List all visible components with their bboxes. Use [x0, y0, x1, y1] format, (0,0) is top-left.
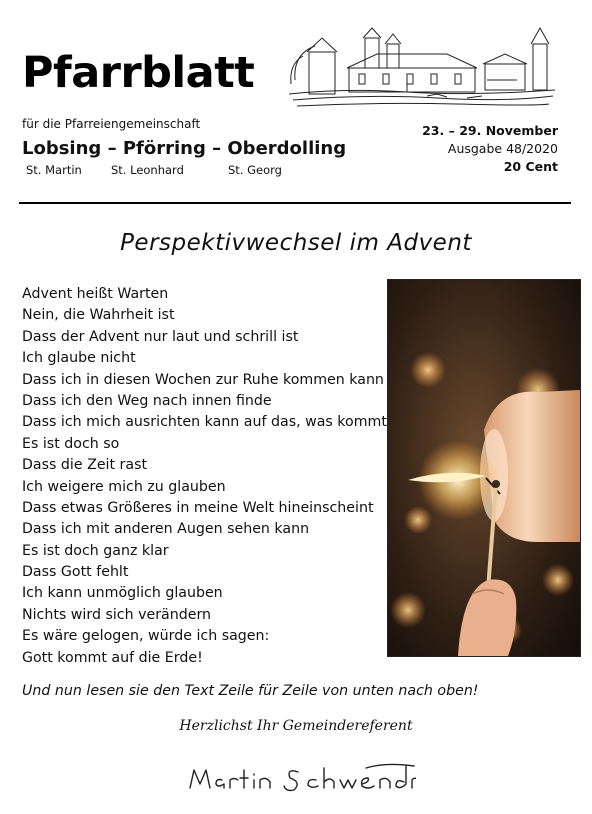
poem-line: Ich weigere mich zu glauben: [22, 478, 226, 495]
masthead-subtitle: für die Pfarreiengemeinschaft: [22, 117, 201, 131]
issue-info: [422, 122, 558, 176]
poem-line: Dass die Zeit rast: [22, 457, 148, 474]
poem-line: Dass ich den Weg nach innen finde: [22, 392, 272, 409]
masthead-title: Pfarrblatt: [22, 48, 255, 98]
poem-line: Gott kommt auf die Erde!: [22, 649, 203, 666]
saint-st-georg: St. Georg: [228, 163, 282, 177]
poem-line: Dass ich mich ausrichten kann auf das, was kommt: [22, 414, 387, 431]
poem-line: Es wäre gelogen, würde ich sagen:: [22, 628, 270, 645]
saint-st-leonhard: St. Leonhard: [111, 163, 184, 177]
header-divider: [19, 202, 571, 204]
greeting: Herzlichst Ihr Gemeindereferent: [179, 718, 413, 734]
poem-line: Dass ich mit anderen Augen sehen kann: [22, 521, 310, 538]
poem-line: Ich kann unmöglich glauben: [22, 585, 223, 602]
church-illustration-icon: [287, 24, 557, 110]
saint-st-martin: St. Martin: [26, 163, 82, 177]
poem-line: Dass Gott fehlt: [22, 564, 129, 581]
poem-line: Dass etwas Größeres in meine Welt hineinscheint: [22, 499, 374, 516]
closing-instruction: Und nun lesen sie den Text Zeile für Zeile von unten nach oben!: [22, 683, 479, 699]
article-headline: Perspektivwechsel im Advent: [120, 230, 472, 256]
poem-line: Dass der Advent nur laut und schrill ist: [22, 328, 299, 345]
poem-line: Advent heißt Warten: [22, 286, 169, 302]
candle-photo: [387, 279, 581, 657]
poem-line: Nichts wird sich verändern: [22, 606, 212, 623]
issue-number: Ausgabe 48/2020: [447, 141, 558, 156]
candle-lighting-photo-icon: [388, 280, 580, 656]
poem-line: Es ist doch ganz klar: [22, 542, 169, 559]
parishes-heading: Lobsing – Pförring – Oberdolling: [22, 138, 347, 159]
issue-price: 20 Cent: [503, 159, 558, 174]
signature-martin-schwendner: [186, 758, 416, 798]
poem-line: Dass ich in diesen Wochen zur Ruhe kommen kann: [22, 371, 384, 388]
poem-line: Es ist doch so: [22, 435, 120, 452]
poem-line: Ich glaube nicht: [22, 350, 136, 367]
poem: [22, 284, 387, 669]
issue-dates: 23. – 29. November: [422, 123, 558, 138]
poem-line: Nein, die Wahrheit ist: [22, 307, 175, 324]
